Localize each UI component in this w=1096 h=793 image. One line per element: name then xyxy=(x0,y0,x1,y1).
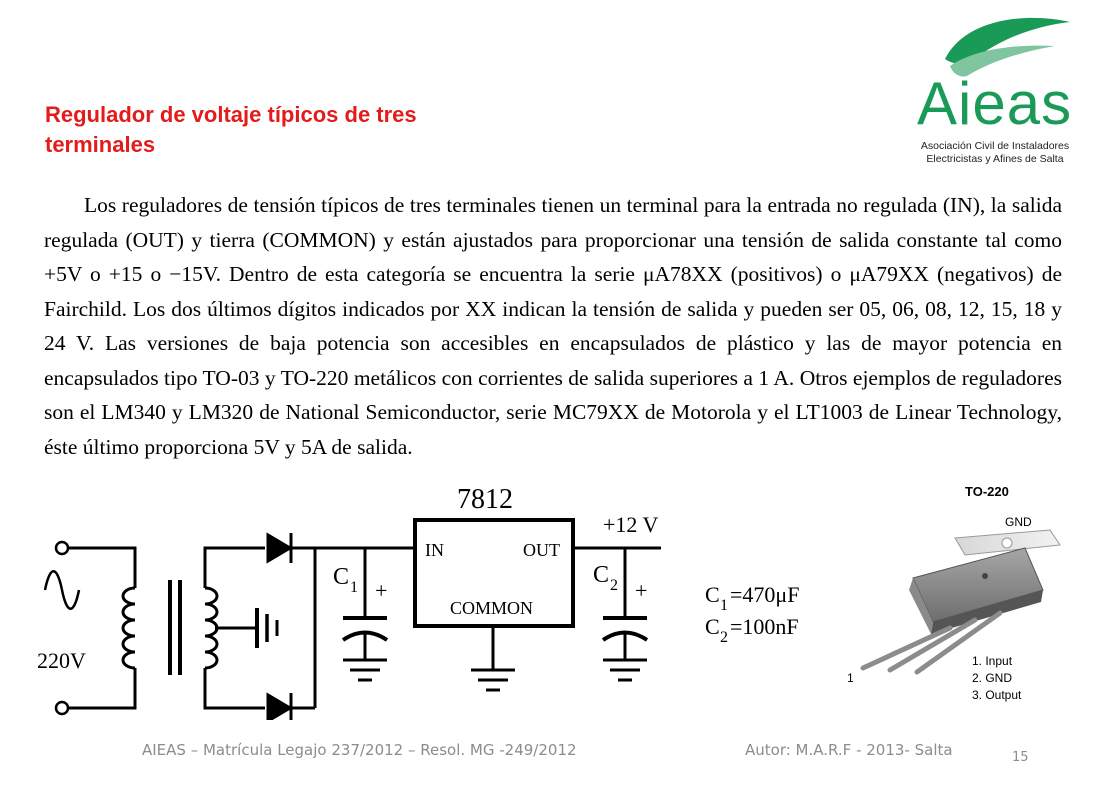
c2-value: =100nF xyxy=(730,614,799,639)
footer-left: AIEAS – Matrícula Legajo 237/2012 – Resol. MG -249/2012 xyxy=(142,741,577,759)
body-text: Los reguladores de tensión típicos de tres terminales tienen un terminal para la entrada no regulada (IN), la salida regulada (OUT) y tierra (COMMON) y están ajustados para proporcionar una tensión de salida constante tal como +5V o +15 o −15V. Dentro de esta categoría se encuentra la serie μA78XX (positivos) o μA79XX (negativos) de Fairchild. Los dos últimos dígitos indicados por XX indican la tensión de salida y pueden ser 05, 06, 08, 12, 15, 18 y 24 V. Las versiones de baja potencia son accesibles en encapsulados de plástico y las de mayor potencia en encapsulados tipo TO-03 y TO-220 metálicos con corrientes de salida superiores a 1 A. Otros ejemplos de reguladores son el LM340 y LM320 de National Semiconductor, serie MC79XX de Motorola y el LT1003 de Linear Technology, éste último proporciona 5V y 5A de salida. xyxy=(44,193,1062,459)
sine-wave-icon xyxy=(45,571,79,609)
c1-plus: + xyxy=(375,578,388,603)
aieas-logo xyxy=(905,14,1085,164)
c2-plus: + xyxy=(635,578,648,603)
c1-value-sub: 1 xyxy=(720,597,728,614)
c2-subscript: 2 xyxy=(610,577,618,594)
pin-out-label: OUT xyxy=(523,540,560,560)
pin1-label: 1. Input xyxy=(972,654,1013,668)
c2-label: C xyxy=(593,562,610,588)
pin3-label: 3. Output xyxy=(972,688,1022,702)
pin-common-label: COMMON xyxy=(450,598,534,618)
diode-bottom xyxy=(268,695,290,720)
pin1-marker: 1 xyxy=(847,671,854,685)
c1-value: =470μF xyxy=(730,582,800,607)
pin2-label: 2. GND xyxy=(972,671,1013,685)
package-title: TO-220 xyxy=(965,484,1009,499)
package-gnd-label: GND xyxy=(1005,515,1032,529)
c1-label: C xyxy=(333,564,350,590)
body-paragraph xyxy=(44,188,1062,464)
diode-top xyxy=(268,535,290,561)
footer-right: Autor: M.A.R.F - 2013- Salta xyxy=(745,741,953,759)
pin-in-label: IN xyxy=(425,540,444,560)
input-terminal-bottom xyxy=(56,702,68,714)
page-number: 15 xyxy=(1012,750,1029,765)
logo-wordmark: Aieas xyxy=(917,70,1073,137)
to220-package-illustration xyxy=(835,480,1070,720)
regulator-label: 7812 xyxy=(457,484,513,515)
regulator-circuit-diagram xyxy=(25,480,825,720)
slide-title: Regulador de voltaje típicos de tres terminales xyxy=(45,102,417,157)
c2-value-sub: 2 xyxy=(720,629,728,646)
input-terminal-top xyxy=(56,542,68,554)
primary-coil xyxy=(123,588,135,668)
output-voltage-label: +12 V xyxy=(603,512,659,537)
c1-value-letter: C xyxy=(705,582,720,607)
c1-subscript: 1 xyxy=(350,579,358,596)
input-voltage-label: 220V xyxy=(37,648,86,673)
logo-subtitle-line1: Asociación Civil de Instaladores xyxy=(920,140,1070,152)
logo-subtitle-line2: Electricistas y Afines de Salta xyxy=(926,153,1064,165)
c2-value-letter: C xyxy=(705,614,720,639)
